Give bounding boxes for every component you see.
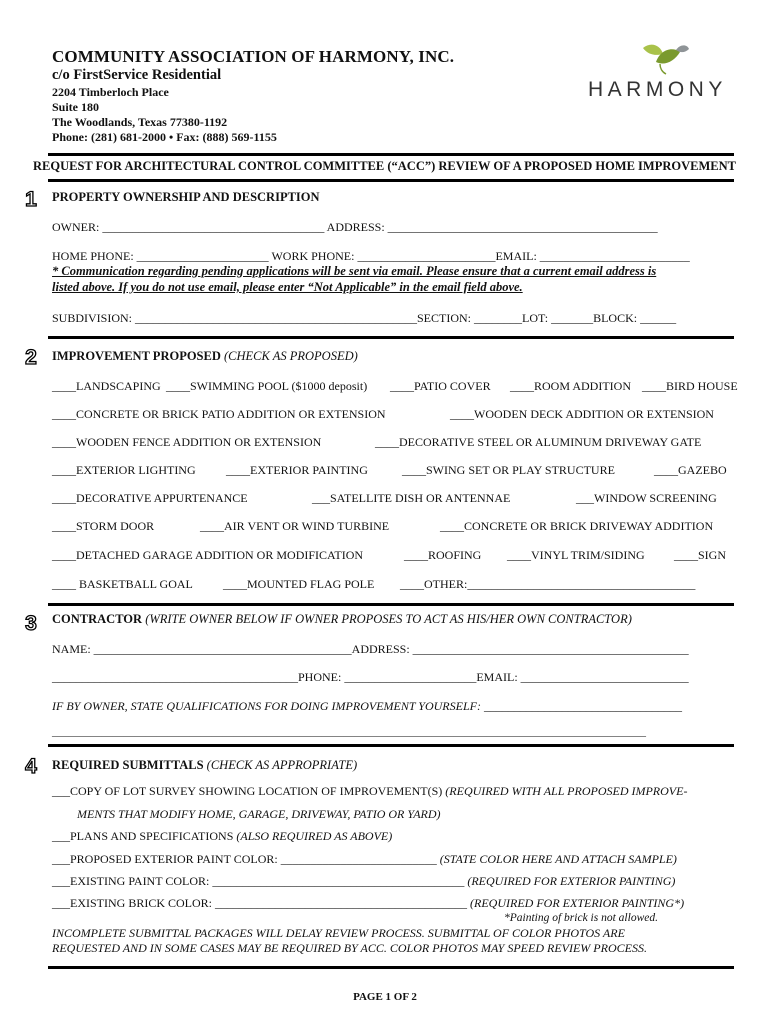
email-notice-line-2: listed above. If you do not use email, please enter “Not Applicable” in the email field above. bbox=[52, 280, 523, 294]
qualifications-field[interactable]: IF BY OWNER, STATE QUALIFICATIONS FOR DOING IMPROVEMENT YOURSELF: _________________________________ bbox=[52, 699, 682, 713]
submittal-existing-brick[interactable] bbox=[52, 896, 684, 911]
org-phone: Phone: (281) 681-2000 • Fax: (888) 569-1155 bbox=[52, 130, 277, 144]
submittal-lot-survey-note: (REQUIRED WITH ALL PROPOSED IMPROVE- bbox=[445, 784, 688, 798]
svg-text:3: 3 bbox=[25, 612, 37, 633]
option-detached-garage[interactable]: ____DETACHED GARAGE ADDITION OR MODIFICATION bbox=[52, 548, 364, 562]
leaf-icon bbox=[588, 40, 728, 80]
option-air-vent[interactable]: ____AIR VENT OR WIND TURBINE bbox=[200, 519, 390, 533]
harmony-logo bbox=[588, 40, 728, 104]
option-driveway-gate[interactable]: ____DECORATIVE STEEL OR ALUMINUM DRIVEWAY GATE bbox=[375, 435, 702, 449]
section-3-number-icon bbox=[22, 611, 40, 633]
option-gazebo[interactable]: ____GAZEBO bbox=[654, 463, 727, 477]
org-city: The Woodlands, Texas 77380-1192 bbox=[52, 115, 228, 129]
option-window-screening[interactable]: ___WINDOW SCREENING bbox=[576, 491, 717, 505]
option-concrete-driveway[interactable]: ____CONCRETE OR BRICK DRIVEWAY ADDITION bbox=[440, 519, 714, 533]
option-patio-cover[interactable]: ____PATIO COVER bbox=[390, 379, 491, 393]
email-notice-line-1: * Communication regarding pending applications will be sent via email. Please ensure that a current email address is bbox=[52, 264, 657, 278]
option-swimming-pool[interactable]: ____SWIMMING POOL ($1000 deposit) bbox=[166, 379, 368, 393]
section-1-title: PROPERTY OWNERSHIP AND DESCRIPTION bbox=[52, 190, 320, 204]
section-3-hint: (WRITE OWNER BELOW IF OWNER PROPOSES TO ACT AS HIS/HER OWN CONTRACTOR) bbox=[145, 612, 632, 626]
section-2-title-text: IMPROVEMENT PROPOSED bbox=[52, 349, 221, 363]
org-street: 2204 Timberloch Place bbox=[52, 85, 169, 99]
form-title: REQUEST FOR ARCHITECTURAL CONTROL COMMITTEE (“ACC”) REVIEW OF A PROPOSED HOME IMPROVEMENT bbox=[33, 159, 736, 173]
submittal-proposed-paint-label: ___PROPOSED EXTERIOR PAINT COLOR: __________________________ bbox=[52, 852, 437, 866]
option-landscaping[interactable]: ____LANDSCAPING bbox=[52, 379, 161, 393]
submittal-plans[interactable] bbox=[52, 829, 392, 844]
submittal-existing-paint-note: (REQUIRED FOR EXTERIOR PAINTING) bbox=[467, 874, 676, 888]
incomplete-warning-line-1: INCOMPLETE SUBMITTAL PACKAGES WILL DELAY REVIEW PROCESS. SUBMITTAL OF COLOR PHOTOS ARE bbox=[52, 926, 625, 940]
brick-painting-note: *Painting of brick is not allowed. bbox=[504, 912, 658, 924]
option-wooden-deck[interactable]: ____WOODEN DECK ADDITION OR EXTENSION bbox=[450, 407, 714, 421]
divider bbox=[48, 153, 734, 156]
submittal-lot-survey-note-cont: MENTS THAT MODIFY HOME, GARAGE, DRIVEWAY, PATIO OR YARD) bbox=[77, 807, 441, 821]
svg-text:2: 2 bbox=[25, 346, 37, 367]
submittal-existing-brick-label: ___EXISTING BRICK COLOR: __________________________________________ bbox=[52, 896, 468, 910]
option-satellite-dish[interactable]: ___SATELLITE DISH OR ANTENNAE bbox=[312, 491, 511, 505]
owner-address-field[interactable]: OWNER: _____________________________________ ADDRESS: _____________________________________________ bbox=[52, 220, 658, 234]
option-decorative-appurtenance[interactable]: ____DECORATIVE APPURTENANCE bbox=[52, 491, 248, 505]
option-storm-door[interactable]: ____STORM DOOR bbox=[52, 519, 155, 533]
section-3-title-text: CONTRACTOR bbox=[52, 612, 143, 626]
svg-text:1: 1 bbox=[25, 188, 37, 209]
option-exterior-painting[interactable]: ____EXTERIOR PAINTING bbox=[226, 463, 368, 477]
divider bbox=[48, 603, 734, 606]
submittal-existing-brick-note: (REQUIRED FOR EXTERIOR PAINTING*) bbox=[470, 896, 685, 910]
divider bbox=[48, 744, 734, 747]
org-name: COMMUNITY ASSOCIATION OF HARMONY, INC. bbox=[52, 47, 455, 66]
org-care-of: c/o FirstService Residential bbox=[52, 67, 222, 83]
submittal-existing-paint[interactable] bbox=[52, 874, 675, 889]
option-flag-pole[interactable]: ____MOUNTED FLAG POLE bbox=[223, 577, 375, 591]
option-bird-house[interactable]: ____BIRD HOUSE bbox=[642, 379, 738, 393]
option-concrete-patio[interactable]: ____CONCRETE OR BRICK PATIO ADDITION OR EXTENSION bbox=[52, 407, 386, 421]
option-swing-set[interactable]: ____SWING SET OR PLAY STRUCTURE bbox=[402, 463, 615, 477]
incomplete-warning-line-2: REQUESTED AND IN SOME CASES MAY BE REQUIRED BY ACC. COLOR PHOTOS MAY SPEED REVIEW PROCESS. bbox=[52, 941, 647, 955]
section-2-title bbox=[52, 349, 358, 364]
section-1-number-icon bbox=[22, 187, 40, 209]
submittal-proposed-paint[interactable] bbox=[52, 852, 677, 867]
option-vinyl-trim[interactable]: ____VINYL TRIM/SIDING bbox=[507, 548, 645, 562]
contractor-phone-field[interactable]: _________________________________________PHONE: ______________________EMAIL: ____________________________ bbox=[52, 670, 689, 684]
section-2-hint: (CHECK AS PROPOSED) bbox=[224, 349, 358, 363]
option-roofing[interactable]: ____ROOFING bbox=[404, 548, 482, 562]
divider bbox=[48, 966, 734, 969]
section-4-number-icon bbox=[22, 754, 40, 776]
option-wooden-fence[interactable]: ____WOODEN FENCE ADDITION OR EXTENSION bbox=[52, 435, 322, 449]
divider bbox=[48, 336, 734, 339]
option-sign[interactable]: ____SIGN bbox=[674, 548, 727, 562]
submittal-proposed-paint-note: (STATE COLOR HERE AND ATTACH SAMPLE) bbox=[439, 852, 677, 866]
section-2-number-icon bbox=[22, 345, 40, 367]
section-3-title bbox=[52, 612, 632, 627]
section-4-title bbox=[52, 758, 357, 773]
section-4-hint: (CHECK AS APPROPRIATE) bbox=[206, 758, 358, 772]
divider bbox=[48, 179, 734, 182]
phone-email-field[interactable]: HOME PHONE: ______________________ WORK PHONE: _______________________EMAIL: _________________________ bbox=[52, 249, 690, 263]
submittal-lot-survey[interactable] bbox=[52, 784, 687, 799]
option-room-addition[interactable]: ____ROOM ADDITION bbox=[510, 379, 631, 393]
subdivision-field[interactable]: SUBDIVISION: _______________________________________________SECTION: ________LOT: _______BLOCK: ______ bbox=[52, 311, 677, 325]
option-other[interactable]: ____OTHER:______________________________________ bbox=[400, 577, 696, 591]
submittal-plans-note: (ALSO REQUIRED AS ABOVE) bbox=[236, 829, 393, 843]
option-exterior-lighting[interactable]: ____EXTERIOR LIGHTING bbox=[52, 463, 196, 477]
svg-text:4: 4 bbox=[25, 755, 37, 776]
org-suite: Suite 180 bbox=[52, 100, 100, 114]
contractor-name-field[interactable]: NAME: ___________________________________________ADDRESS: ______________________________________________ bbox=[52, 642, 689, 656]
submittal-lot-survey-label: ___COPY OF LOT SURVEY SHOWING LOCATION OF IMPROVEMENT(S) bbox=[52, 784, 443, 798]
submittal-existing-paint-label: ___EXISTING PAINT COLOR: __________________________________________ bbox=[52, 874, 465, 888]
logo-text: HARMONY bbox=[588, 78, 727, 101]
qualifications-blank-line[interactable]: ____________________________________________________________________________________________________________ bbox=[52, 726, 646, 738]
section-4-title-text: REQUIRED SUBMITTALS bbox=[52, 758, 204, 772]
submittal-plans-label: ___PLANS AND SPECIFICATIONS bbox=[52, 829, 234, 843]
option-basketball-goal[interactable]: ____ BASKETBALL GOAL bbox=[52, 577, 193, 591]
page-number: PAGE 1 OF 2 bbox=[353, 991, 417, 1003]
